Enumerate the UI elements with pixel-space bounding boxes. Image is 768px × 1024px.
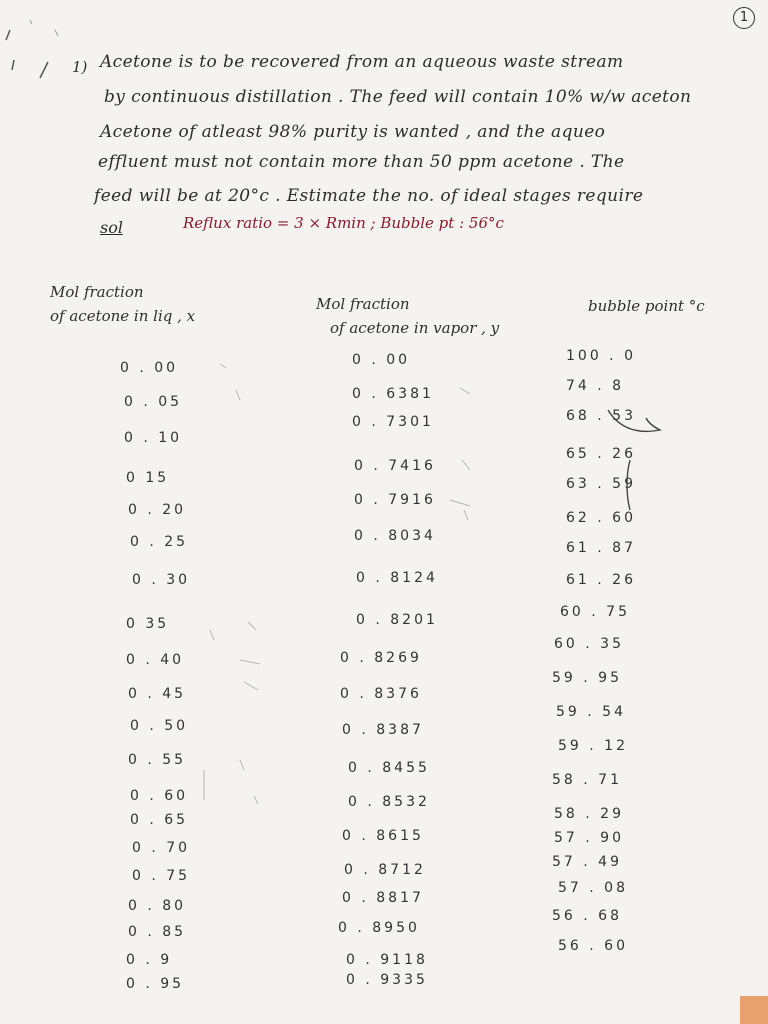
- bp-value: 61 . 26: [566, 572, 636, 588]
- bp-value: 57 . 49: [552, 854, 622, 870]
- bp-value: 74 . 8: [566, 378, 625, 394]
- x-value: 0 . 25: [130, 534, 189, 550]
- y-value: 0 . 8712: [344, 862, 426, 878]
- x-value: 0 . 9: [126, 952, 173, 968]
- y-value: 0 . 7301: [352, 414, 434, 430]
- bp-value: 63 . 59: [566, 476, 636, 492]
- bp-value: 59 . 54: [556, 704, 626, 720]
- x-value: 0 . 55: [128, 752, 187, 768]
- x-value: 0 . 85: [128, 924, 187, 940]
- y-value: 0 . 8034: [354, 528, 436, 544]
- y-value: 0 . 7416: [354, 458, 436, 474]
- bp-value: 59 . 12: [558, 738, 628, 754]
- y-value: 0 . 8455: [348, 760, 430, 776]
- bp-value: 56 . 60: [558, 938, 628, 954]
- solution-note: Reflux ratio = 3 × Rmin ; Bubble pt : 56°c: [183, 214, 504, 232]
- y-value: 0 . 9118: [346, 952, 428, 968]
- header-x-line: of acetone in liq , x: [50, 307, 196, 325]
- header-x-line: Mol fraction: [50, 283, 144, 301]
- y-value: 0 . 6381: [352, 386, 434, 402]
- x-value: 0 . 70: [132, 840, 191, 856]
- question-number: 1): [72, 58, 88, 76]
- bp-value: 58 . 29: [554, 806, 624, 822]
- bp-value: 60 . 35: [554, 636, 624, 652]
- y-value: 0 . 00: [352, 352, 411, 368]
- header-bp: [588, 294, 705, 318]
- x-value: 0 . 10: [124, 430, 183, 446]
- header-bp-line: bubble point °c: [588, 297, 705, 315]
- header-y-line: of acetone in vapor , y: [330, 319, 500, 337]
- y-value: 0 . 8124: [356, 570, 438, 586]
- x-value: 0 . 45: [128, 686, 187, 702]
- x-value: 0 . 95: [126, 976, 185, 992]
- solution-label: sol: [100, 218, 123, 237]
- margin-marks: [0, 0, 80, 100]
- x-value: 0 . 65: [130, 812, 189, 828]
- x-value: 0 15: [126, 470, 170, 486]
- bp-value: 60 . 75: [560, 604, 630, 620]
- x-value: 0 . 40: [126, 652, 185, 668]
- x-value: 0 . 75: [132, 868, 191, 884]
- x-value: 0 . 00: [120, 360, 179, 376]
- bp-value: 57 . 90: [554, 830, 624, 846]
- x-value: 0 . 60: [130, 788, 189, 804]
- bp-value: 62 . 60: [566, 510, 636, 526]
- y-value: 0 . 7916: [354, 492, 436, 508]
- bp-value: 61 . 87: [566, 540, 636, 556]
- x-value: 0 . 20: [128, 502, 187, 518]
- problem-line: by continuous distillation . The feed will contain 10% w/w aceton: [104, 87, 692, 107]
- problem-line: Acetone of atleast 98% purity is wanted , and the aqueo: [100, 122, 606, 142]
- bleed-through-marks: [200, 360, 520, 840]
- problem-line: feed will be at 20°c . Estimate the no. of ideal stages require: [94, 186, 644, 206]
- sticky-tab: [740, 996, 768, 1024]
- x-value: 0 . 30: [132, 572, 191, 588]
- bp-value: 58 . 71: [552, 772, 622, 788]
- y-value: 0 . 8532: [348, 794, 430, 810]
- x-value: 0 . 05: [124, 394, 183, 410]
- y-value: 0 . 9335: [346, 972, 428, 988]
- problem-line: Acetone is to be recovered from an aqueous waste stream: [100, 52, 624, 72]
- header-x: [50, 280, 195, 328]
- y-value: 0 . 8615: [342, 828, 424, 844]
- bp-value: 100 . 0: [566, 348, 636, 364]
- bp-value: 65 . 26: [566, 446, 636, 462]
- y-value: 0 . 8269: [340, 650, 422, 666]
- y-value: 0 . 8817: [342, 890, 424, 906]
- bp-value: 57 . 08: [558, 880, 628, 896]
- header-y-line: Mol fraction: [316, 295, 410, 313]
- bp-value: 56 . 68: [552, 908, 622, 924]
- problem-line: effluent must not contain more than 50 ppm acetone . The: [98, 152, 625, 172]
- header-y: [316, 292, 499, 340]
- x-value: 0 35: [126, 616, 170, 632]
- y-value: 0 . 8387: [342, 722, 424, 738]
- bracket-mark: [590, 400, 680, 520]
- x-value: 0 . 50: [130, 718, 189, 734]
- x-value: 0 . 80: [128, 898, 187, 914]
- y-value: 0 . 8950: [338, 920, 420, 936]
- y-value: 0 . 8376: [340, 686, 422, 702]
- page-number: 1: [733, 7, 755, 29]
- bp-value: 68 . 53: [566, 408, 636, 424]
- y-value: 0 . 8201: [356, 612, 438, 628]
- bp-value: 59 . 95: [552, 670, 622, 686]
